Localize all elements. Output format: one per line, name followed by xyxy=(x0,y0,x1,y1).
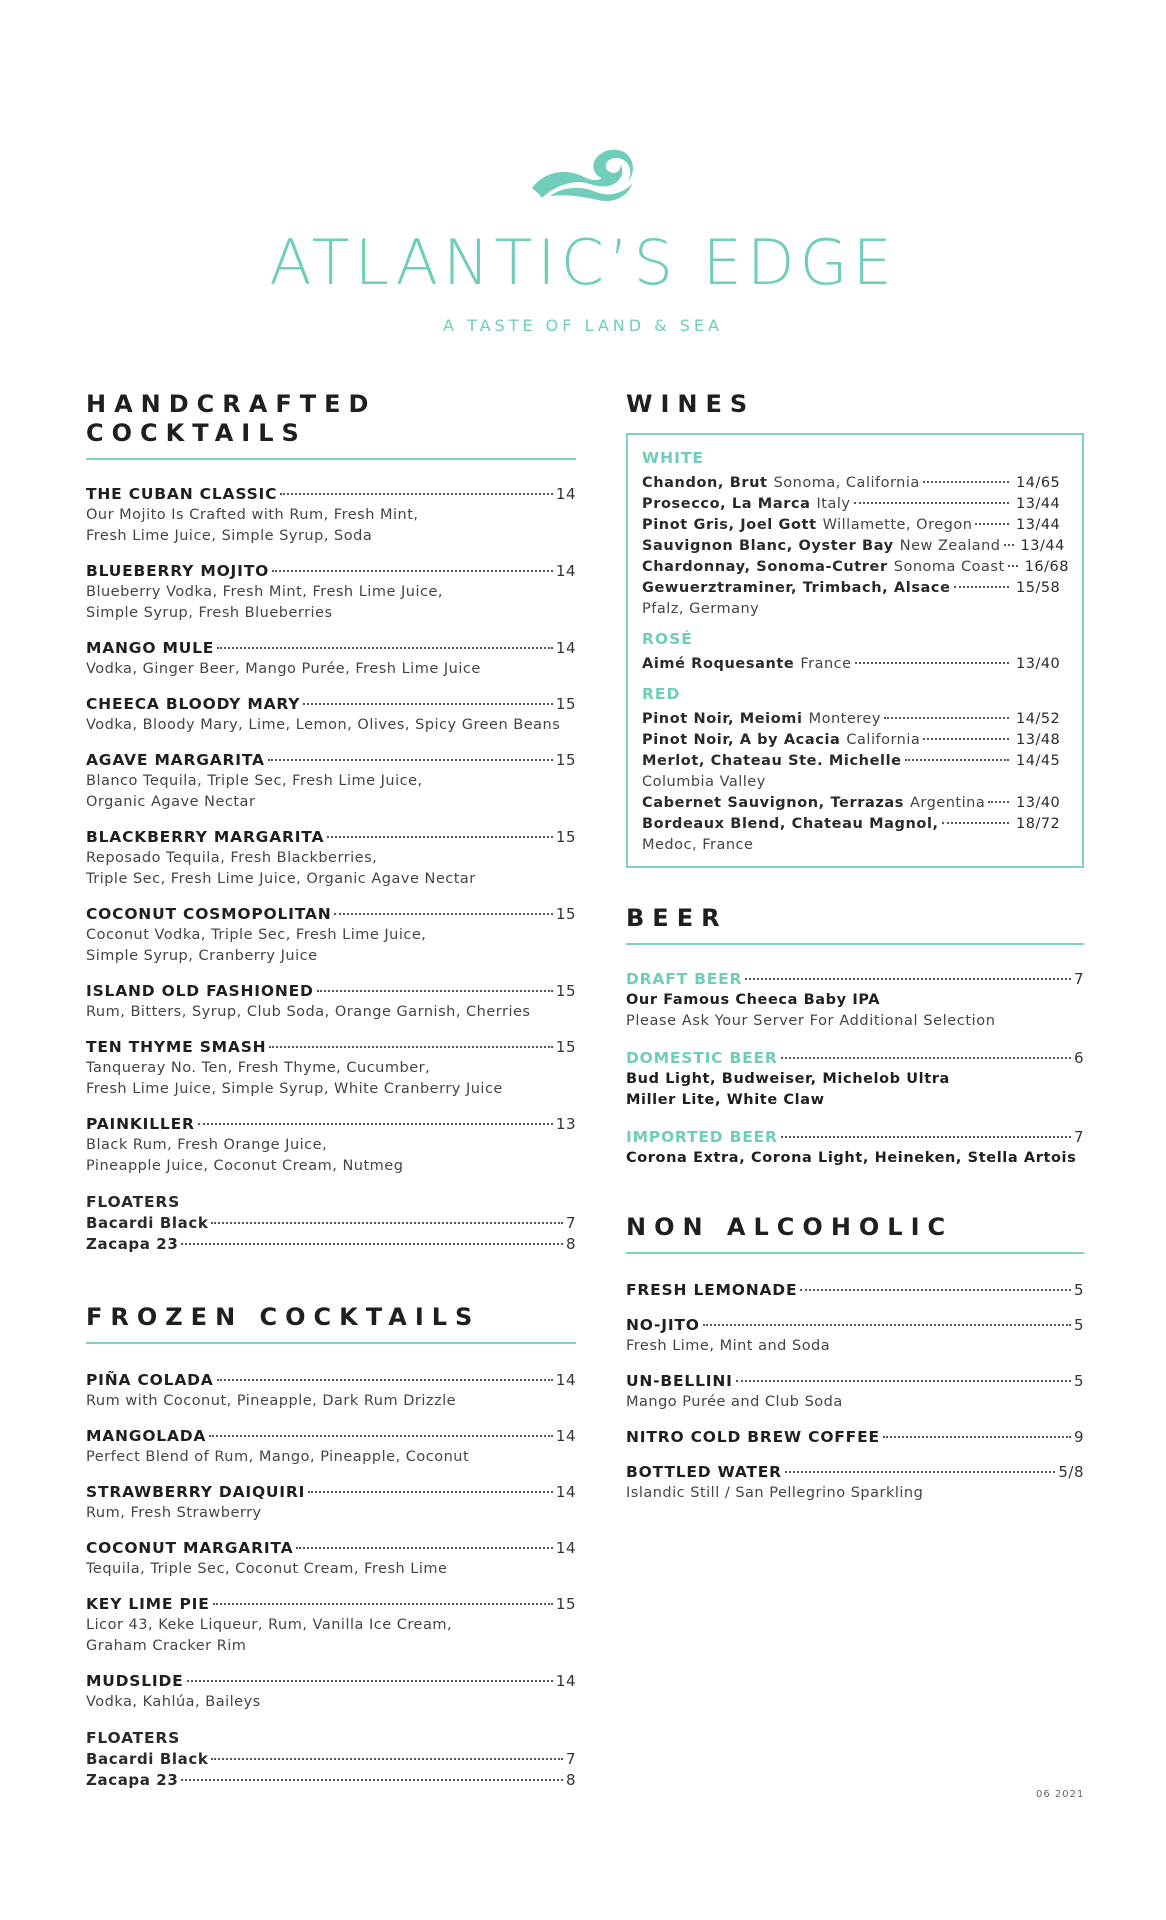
menu-item-row xyxy=(86,1426,576,1447)
menu-item-row xyxy=(86,1114,576,1135)
wine-row xyxy=(642,578,1070,599)
beer-description-line: Miller Lite, White Claw xyxy=(626,1092,825,1108)
wine-origin: Argentina xyxy=(909,795,986,811)
wines-heading: WINES xyxy=(626,390,756,418)
menu-item-description: Fresh Lime, Mint and Soda xyxy=(626,1338,831,1354)
menu-item-price: 14 xyxy=(555,1371,576,1389)
menu-item xyxy=(86,638,576,680)
dot-leader xyxy=(181,1243,563,1245)
white-wine-list xyxy=(642,473,1070,620)
dot-leader xyxy=(954,586,1009,588)
dot-leader xyxy=(1008,565,1018,567)
wine-price: 16/68 xyxy=(1024,559,1069,575)
dot-leader xyxy=(975,523,1009,525)
beer-price: 6 xyxy=(1073,1049,1084,1067)
menu-item xyxy=(626,1462,1084,1504)
wine-row xyxy=(642,654,1070,675)
footer-date-code: 06 2021 xyxy=(1036,1789,1085,1800)
menu-item-row xyxy=(626,1462,1084,1483)
wine-name: Chandon, Brut xyxy=(642,475,768,491)
menu-item-price: 15 xyxy=(555,828,576,846)
menu-item-description: Vodka, Bloody Mary, Lime, Lemon, Olives, Spicy Green Beans xyxy=(86,717,561,733)
menu-item xyxy=(86,1426,576,1468)
menu-item-description: Perfect Blend of Rum, Mango, Pineapple, Coconut xyxy=(86,1449,470,1465)
wave-logo-icon xyxy=(530,142,642,202)
menu-item xyxy=(86,904,576,967)
menu-item-description: Black Rum, Fresh Orange Juice, Pineapple Juice, Coconut Cream, Nutmeg xyxy=(86,1137,404,1174)
floater-name: Zacapa 23 xyxy=(86,1235,179,1253)
menu-item-row xyxy=(86,638,576,659)
beer-item xyxy=(626,1127,1084,1169)
menu-item-name: MANGOLADA xyxy=(86,1427,207,1445)
menu-item-row xyxy=(626,1280,1084,1301)
beer-item xyxy=(626,969,1084,1032)
wine-origin: Sonoma, California xyxy=(773,475,920,491)
dot-leader xyxy=(988,801,1009,803)
menu-item xyxy=(86,484,576,547)
menu-item-name: BOTTLED WATER xyxy=(626,1463,782,1481)
rose-wine-list xyxy=(642,654,1070,675)
menu-item-name: FRESH LEMONADE xyxy=(626,1281,798,1299)
wine-origin: Sonoma Coast xyxy=(893,559,1005,575)
floater-row xyxy=(86,1770,576,1791)
dot-leader xyxy=(923,481,1009,483)
menu-item-description: Islandic Still / San Pellegrino Sparkling xyxy=(626,1485,924,1501)
frozen-floaters xyxy=(86,1727,576,1791)
dot-leader xyxy=(703,1324,1071,1326)
menu-item-price: 15 xyxy=(555,695,576,713)
dot-leader xyxy=(217,1379,553,1381)
menu-item-row xyxy=(626,1315,1084,1336)
wine-price: 13/48 xyxy=(1016,732,1061,748)
floaters-heading: FLOATERS xyxy=(86,1729,181,1747)
menu-item xyxy=(626,1315,1084,1357)
wine-row xyxy=(642,751,1070,772)
menu-item-description: Tanqueray No. Ten, Fresh Thyme, Cucumber, Fresh Lime Juice, Simple Syrup, White Cranberry Juice xyxy=(86,1060,503,1097)
menu-item-row xyxy=(626,1427,1084,1448)
dot-leader xyxy=(854,502,1010,504)
wine-origin: Willamette, Oregon xyxy=(822,517,973,533)
menu-item xyxy=(86,1370,576,1412)
dot-leader xyxy=(308,1491,553,1493)
menu-item-description: Tequila, Triple Sec, Coconut Cream, Fresh Lime xyxy=(86,1561,448,1577)
dot-leader xyxy=(198,1123,553,1125)
menu-item-name: NITRO COLD BREW COFFEE xyxy=(626,1428,880,1446)
floater-price: 8 xyxy=(565,1771,576,1789)
dot-leader xyxy=(317,990,553,992)
wine-category-rose: ROSÉ xyxy=(642,630,693,648)
wine-row xyxy=(642,709,1070,730)
menu-item-description: Vodka, Kahlúa, Baileys xyxy=(86,1694,261,1710)
wine-name: Gewuerztraminer, Trimbach, Alsace xyxy=(642,580,951,596)
beer-category-name: DRAFT BEER xyxy=(626,970,743,988)
dot-leader xyxy=(269,1046,552,1048)
dot-leader xyxy=(923,738,1009,740)
menu-item-name: PIÑA COLADA xyxy=(86,1371,214,1389)
menu-item-name: COCONUT MARGARITA xyxy=(86,1539,294,1557)
dot-leader xyxy=(736,1380,1071,1382)
dot-leader xyxy=(187,1680,553,1682)
dot-leader xyxy=(942,822,1009,824)
menu-item-name: KEY LIME PIE xyxy=(86,1595,210,1613)
menu-item-price: 14 xyxy=(555,1427,576,1445)
menu-item xyxy=(86,750,576,813)
menu-item-price: 15 xyxy=(555,751,576,769)
restaurant-tagline: A TASTE OF LAND & SEA xyxy=(443,316,723,335)
menu-item-description: Vodka, Ginger Beer, Mango Purée, Fresh Lime Juice xyxy=(86,661,481,677)
cocktails-heading: HANDCRAFTED COCKTAILS xyxy=(86,390,576,460)
wine-price: 18/72 xyxy=(1016,816,1061,832)
wine-origin: New Zealand xyxy=(899,538,1001,554)
wine-category-red: RED xyxy=(642,685,681,703)
dot-leader xyxy=(268,759,553,761)
dot-leader xyxy=(280,493,553,495)
beer-item-row xyxy=(626,1127,1084,1148)
menu-item xyxy=(86,981,576,1023)
wine-name: Merlot, Chateau Ste. Michelle xyxy=(642,753,902,769)
wine-row xyxy=(642,793,1070,814)
wine-price: 13/40 xyxy=(1016,656,1061,672)
dot-leader xyxy=(211,1758,563,1760)
wine-category-white: WHITE xyxy=(642,449,704,467)
wine-origin: Italy xyxy=(816,496,851,512)
menu-item-price: 13 xyxy=(555,1115,576,1133)
menu-item-description: Coconut Vodka, Triple Sec, Fresh Lime Juice, Simple Syrup, Cranberry Juice xyxy=(86,927,427,964)
menu-item-row xyxy=(86,484,576,505)
wine-price: 13/44 xyxy=(1016,496,1061,512)
wine-name: Chardonnay, Sonoma-Cutrer xyxy=(642,559,888,575)
beer-list xyxy=(626,969,1084,1169)
dot-leader xyxy=(272,570,553,572)
menu-item xyxy=(86,1594,576,1657)
beer-category-name: DOMESTIC BEER xyxy=(626,1049,778,1067)
menu-item-name: THE CUBAN CLASSIC xyxy=(86,485,278,503)
menu-item-name: BLUEBERRY MOJITO xyxy=(86,562,270,580)
wine-name: Pinot Noir, Meiomi xyxy=(642,711,803,727)
wine-price: 13/40 xyxy=(1016,795,1061,811)
beer-category-name: IMPORTED BEER xyxy=(626,1128,778,1146)
wine-region: Medoc, France xyxy=(642,837,754,853)
dot-leader xyxy=(855,662,1009,664)
menu-item-row xyxy=(86,1538,576,1559)
floater-price: 7 xyxy=(565,1214,576,1232)
menu-item-price: 14 xyxy=(555,639,576,657)
menu-item-price: 5/8 xyxy=(1058,1463,1084,1481)
floater-row xyxy=(86,1749,576,1770)
menu-item-row xyxy=(86,981,576,1002)
menu-item xyxy=(86,561,576,624)
menu-item-name: NO-JITO xyxy=(626,1316,700,1334)
dot-leader xyxy=(1004,544,1014,546)
wine-origin: France xyxy=(800,656,852,672)
menu-item-row xyxy=(86,827,576,848)
non-alcoholic-heading: NON ALCOHOLIC xyxy=(626,1213,1084,1254)
wine-price: 14/52 xyxy=(1016,711,1061,727)
dot-leader xyxy=(800,1289,1071,1291)
menu-item xyxy=(626,1427,1084,1448)
floater-name: Zacapa 23 xyxy=(86,1771,179,1789)
dot-leader xyxy=(303,703,553,705)
menu-item xyxy=(86,1114,576,1177)
beer-item-row xyxy=(626,969,1084,990)
dot-leader xyxy=(905,759,1009,761)
frozen-list xyxy=(86,1370,576,1713)
wine-name: Pinot Gris, Joel Gott xyxy=(642,517,817,533)
floater-name: Bacardi Black xyxy=(86,1214,209,1232)
wine-region: Pfalz, Germany xyxy=(642,601,760,617)
beer-price: 7 xyxy=(1073,970,1084,988)
menu-item-price: 14 xyxy=(555,562,576,580)
menu-item-row xyxy=(626,1371,1084,1392)
menu-item xyxy=(86,1482,576,1524)
beer-item-row xyxy=(626,1048,1084,1069)
cocktails-floaters xyxy=(86,1191,576,1255)
menu-item-name: STRAWBERRY DAIQUIRI xyxy=(86,1483,306,1501)
menu-item-name: COCONUT COSMOPOLITAN xyxy=(86,905,332,923)
cocktails-list xyxy=(86,484,576,1177)
beer-description-line: Corona Extra, Corona Light, Heineken, Stella Artois xyxy=(626,1150,1077,1166)
non-alcoholic-list xyxy=(626,1280,1084,1504)
wine-row xyxy=(642,730,1070,751)
dot-leader xyxy=(327,836,553,838)
menu-item-price: 5 xyxy=(1073,1281,1084,1299)
wine-name: Pinot Noir, A by Acacia xyxy=(642,732,841,748)
wine-price: 14/65 xyxy=(1016,475,1061,491)
right-column xyxy=(626,390,1084,1518)
floaters-heading: FLOATERS xyxy=(86,1193,181,1211)
wine-name: Sauvignon Blanc, Oyster Bay xyxy=(642,538,894,554)
dot-leader xyxy=(781,1057,1071,1059)
dot-leader xyxy=(181,1779,563,1781)
menu-item-description: Rum, Bitters, Syrup, Club Soda, Orange Garnish, Cherries xyxy=(86,1004,531,1020)
wine-price: 15/58 xyxy=(1016,580,1061,596)
menu-item-price: 15 xyxy=(555,982,576,1000)
wine-name: Cabernet Sauvignon, Terrazas xyxy=(642,795,904,811)
menu-item-description: Blueberry Vodka, Fresh Mint, Fresh Lime Juice, Simple Syrup, Fresh Blueberries xyxy=(86,584,443,621)
menu-item-row xyxy=(86,750,576,771)
dot-leader xyxy=(884,717,1009,719)
menu-item-row xyxy=(86,1482,576,1503)
floater-price: 7 xyxy=(565,1750,576,1768)
menu-item-row xyxy=(86,1037,576,1058)
restaurant-title: ATLANTIC’S EDGE xyxy=(269,226,897,299)
menu-item-row xyxy=(86,694,576,715)
menu-item-name: BLACKBERRY MARGARITA xyxy=(86,828,325,846)
menu-item-price: 14 xyxy=(555,485,576,503)
menu-item-row xyxy=(86,561,576,582)
menu-item-price: 9 xyxy=(1073,1428,1084,1446)
menu-item xyxy=(626,1371,1084,1413)
menu-item-row xyxy=(86,904,576,925)
menu-item-description: Rum, Fresh Strawberry xyxy=(86,1505,262,1521)
menu-item-name: AGAVE MARGARITA xyxy=(86,751,265,769)
dot-leader xyxy=(213,1603,553,1605)
menu-item-description: Mango Purée and Club Soda xyxy=(626,1394,843,1410)
menu-item-price: 14 xyxy=(555,1672,576,1690)
wine-origin: Monterey xyxy=(808,711,881,727)
beer-description-line: Please Ask Your Server For Additional Selection xyxy=(626,1013,996,1029)
menu-item-name: TEN THYME SMASH xyxy=(86,1038,267,1056)
menu-item xyxy=(86,1538,576,1580)
menu-item xyxy=(86,1037,576,1100)
wine-price: 14/45 xyxy=(1016,753,1061,769)
menu-item xyxy=(86,694,576,736)
dot-leader xyxy=(781,1136,1071,1138)
menu-item-description: Reposado Tequila, Fresh Blackberries, Triple Sec, Fresh Lime Juice, Organic Agave Nectar xyxy=(86,850,476,887)
menu-item-price: 5 xyxy=(1073,1372,1084,1390)
menu-item-row xyxy=(86,1370,576,1391)
dot-leader xyxy=(883,1436,1071,1438)
wine-row xyxy=(642,494,1070,515)
menu-item-row xyxy=(86,1671,576,1692)
menu-item-name: MUDSLIDE xyxy=(86,1672,184,1690)
wine-row xyxy=(642,814,1070,835)
wine-row xyxy=(642,557,1070,578)
beer-item xyxy=(626,1048,1084,1111)
beer-price: 7 xyxy=(1073,1128,1084,1146)
menu-item-description: Our Mojito Is Crafted with Rum, Fresh Mint, Fresh Lime Juice, Simple Syrup, Soda xyxy=(86,507,419,544)
wine-list-box xyxy=(626,433,1084,868)
menu-item-price: 14 xyxy=(555,1539,576,1557)
menu-item-price: 15 xyxy=(555,905,576,923)
menu-item xyxy=(86,1671,576,1713)
wine-name: Aimé Roquesante xyxy=(642,656,795,672)
menu-item-name: MANGO MULE xyxy=(86,639,215,657)
wine-row xyxy=(642,536,1070,557)
wine-region: Columbia Valley xyxy=(642,774,766,790)
menu-item-price: 14 xyxy=(555,1483,576,1501)
menu-item xyxy=(86,827,576,890)
dot-leader xyxy=(211,1222,563,1224)
dot-leader xyxy=(785,1471,1055,1473)
menu-item-name: CHEECA BLOODY MARY xyxy=(86,695,301,713)
menu-item-description: Blanco Tequila, Triple Sec, Fresh Lime Juice, Organic Agave Nectar xyxy=(86,773,423,810)
dot-leader xyxy=(217,647,553,649)
menu-item xyxy=(626,1280,1084,1301)
wine-price: 13/44 xyxy=(1016,517,1061,533)
frozen-heading: FROZEN COCKTAILS xyxy=(86,1303,576,1344)
floater-row xyxy=(86,1213,576,1234)
wine-price: 13/44 xyxy=(1020,538,1065,554)
beer-description-line: Our Famous Cheeca Baby IPA xyxy=(626,992,881,1008)
floater-name: Bacardi Black xyxy=(86,1750,209,1768)
menu-item-price: 15 xyxy=(555,1038,576,1056)
beer-description-line: Bud Light, Budweiser, Michelob Ultra xyxy=(626,1071,950,1087)
menu-item-row xyxy=(86,1594,576,1615)
dot-leader xyxy=(334,913,552,915)
wine-name: Bordeaux Blend, Chateau Magnol, xyxy=(642,816,939,832)
dot-leader xyxy=(296,1547,553,1549)
menu-item-price: 5 xyxy=(1073,1316,1084,1334)
wine-row xyxy=(642,473,1070,494)
beer-heading: BEER xyxy=(626,904,1084,945)
menu-item-name: ISLAND OLD FASHIONED xyxy=(86,982,314,1000)
menu-item-name: UN-BELLINI xyxy=(626,1372,733,1390)
menu-item-description: Rum with Coconut, Pineapple, Dark Rum Drizzle xyxy=(86,1393,457,1409)
menu-item-name: PAINKILLER xyxy=(86,1115,195,1133)
floater-row xyxy=(86,1234,576,1255)
menu-item-description: Licor 43, Keke Liqueur, Rum, Vanilla Ice Cream, Graham Cracker Rim xyxy=(86,1617,453,1654)
wine-origin: California xyxy=(846,732,921,748)
wine-row xyxy=(642,515,1070,536)
floater-price: 8 xyxy=(565,1235,576,1253)
left-column xyxy=(86,390,576,1791)
dot-leader xyxy=(209,1435,553,1437)
menu-item-price: 15 xyxy=(555,1595,576,1613)
red-wine-list xyxy=(642,709,1070,856)
wine-name: Prosecco, La Marca xyxy=(642,496,811,512)
dot-leader xyxy=(745,978,1071,980)
